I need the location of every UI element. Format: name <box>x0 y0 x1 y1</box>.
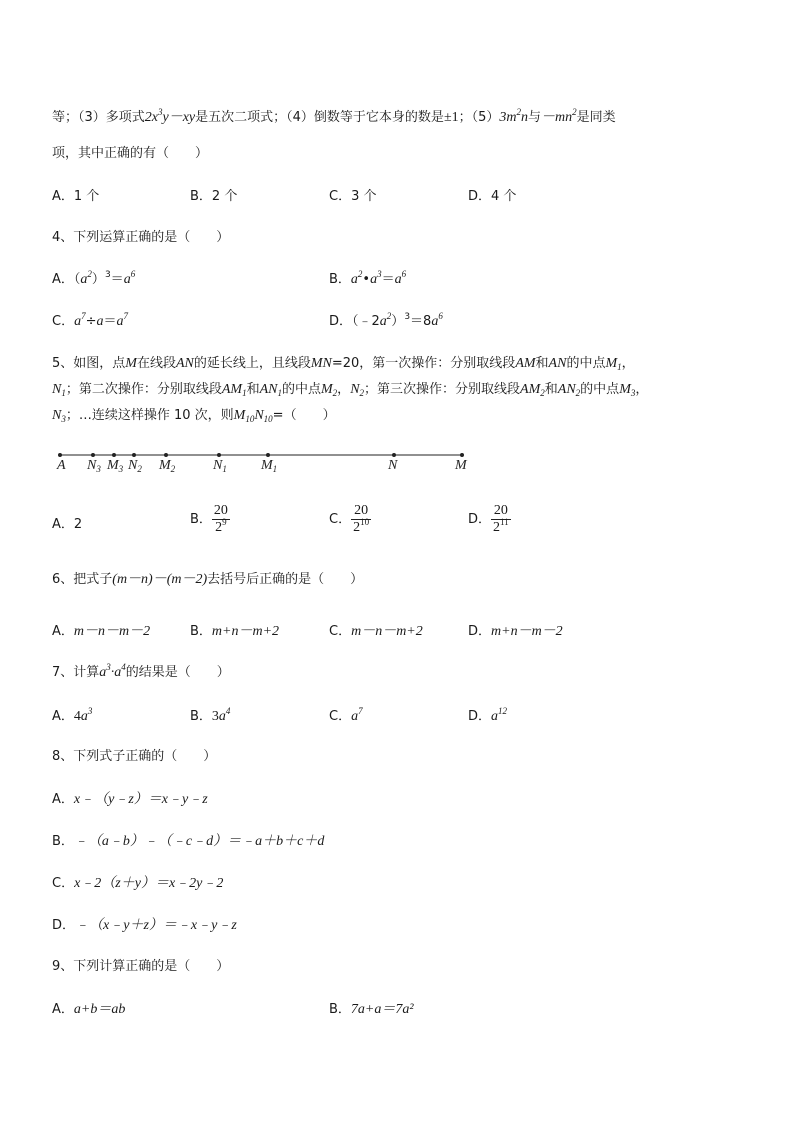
q9-option-b[interactable]: B．7a+a＝7a² <box>329 1002 414 1017</box>
q8-stem: 8、下列式子正确的（ ） <box>52 749 217 764</box>
q7-option-a[interactable]: A．$4a^3$ <box>52 706 93 724</box>
q6-stem: 6、把式子(m－n)－(m－2)去括号后正确的是（ ） <box>52 572 364 587</box>
q3-text-c: ；（5） <box>458 110 500 125</box>
q7-option-b[interactable]: B．$3a^4$ <box>190 706 231 724</box>
q3-text-b: 是五次二项式；（4）倒数等于它本身的数是 <box>195 110 444 125</box>
svg-text:A: A <box>57 458 66 473</box>
q3-option-a[interactable]: A．1 个 <box>52 189 100 204</box>
q5-line2: $N_1$；第二次操作：分别取线段$AM_1$和$AN_1$的中点$M_2$，$N_2$；第三次操作：分别取线段$AM_2$和$AN_2$的中点$M_3$， <box>52 382 649 398</box>
q8-option-a[interactable]: A．x﹣（y﹣z）＝x﹣y﹣z <box>52 792 208 807</box>
point-M1 <box>260 453 277 474</box>
svg-text:N2: $N_2$ <box>128 458 142 474</box>
q6-option-c[interactable]: C．m－n－m+2 <box>329 624 423 639</box>
q7-option-d[interactable]: D．$a^{12}$ <box>468 706 508 724</box>
q4-option-a[interactable]: A．$(a^2)^3=a^6$ <box>52 269 136 287</box>
q3-option-c[interactable]: C．3 个 <box>329 189 377 204</box>
q4-option-c[interactable]: C．$a^7\div a=a^7$ <box>52 311 128 329</box>
q4-option-b[interactable]: B．$a^2•a^3=a^6$ <box>329 269 407 287</box>
point-M <box>454 453 468 473</box>
q3-text-d: 与 <box>528 110 542 125</box>
point-N2 <box>127 453 142 474</box>
svg-text:M3: $M_3$ <box>107 458 124 474</box>
q3-option-b[interactable]: B．2 个 <box>190 189 238 204</box>
q5-option-a[interactable]: A．2 <box>52 517 83 532</box>
q3-line2: 项，其中正确的有（ ） <box>52 146 209 161</box>
q8-option-b[interactable]: B．﹣（a﹣b）﹣（﹣c﹣d）＝﹣a＋b＋c＋d <box>52 834 325 849</box>
svg-text:M1: $M_1$ <box>261 458 278 474</box>
svg-text:M2: $M_2$ <box>159 458 176 474</box>
q3-text-a: 等；（3）多项式 <box>52 110 145 125</box>
q6-option-b[interactable]: B．m+n－m+2 <box>190 624 280 639</box>
q3-option-d[interactable]: D．4 个 <box>468 189 517 204</box>
q5-line1: 5、如图，点M在线段AN的延长线上，且线段MN=20，第一次操作：分别取线段AM和AN的中点$M_1$， <box>52 356 635 372</box>
q5-option-d[interactable]: D． $\frac{20}{2^{11}}$ <box>468 503 509 535</box>
q5-option-b[interactable]: B． $\frac{20}{2^9}$ <box>190 503 228 535</box>
svg-text:N3: $N_3$ <box>87 458 101 474</box>
svg-text:N1: $N_1$ <box>213 458 227 474</box>
q3-line1 <box>52 106 616 126</box>
q4-option-d[interactable]: D．$(﹣2a^2)^3=8a^6$ <box>329 311 443 329</box>
q3-term2: $-mn^2$ <box>541 107 577 125</box>
q5-line3: $N_3$；…连续这样操作 10 次，则$M_{10}N_{10}=$（ ） <box>52 408 336 424</box>
q4-stem: 4、下列运算正确的是（ ） <box>52 230 230 245</box>
q7-option-c[interactable]: C．$a^7$ <box>329 706 363 724</box>
point-A <box>56 453 66 473</box>
q3-text-e: 是同类 <box>576 110 616 125</box>
point-M2 <box>158 453 176 474</box>
q8-option-c[interactable]: C．x﹣2（z＋y）＝x﹣2y﹣2 <box>52 876 224 891</box>
q5-option-c[interactable]: C． $\frac{20}{2^{10}}$ <box>329 503 370 535</box>
q3-term1: $3m^2n$ <box>499 107 529 125</box>
point-M3 <box>106 453 124 474</box>
q8-option-d[interactable]: D．﹣（x﹣y＋z）＝﹣x﹣y﹣z <box>52 918 237 933</box>
svg-text:N: N <box>388 458 398 473</box>
point-N3 <box>86 453 101 474</box>
q3-pm1: ±1 <box>443 110 459 125</box>
point-N1 <box>212 453 227 474</box>
q6-option-a[interactable]: A．m－n－m－2 <box>52 624 151 639</box>
point-N <box>387 453 398 473</box>
q6-option-d[interactable]: D．m+n－m－2 <box>468 624 563 639</box>
q9-option-a[interactable]: A．a+b＝ab <box>52 1002 126 1017</box>
q5-segment-diagram <box>0 445 794 485</box>
q9-stem: 9、下列计算正确的是（ ） <box>52 959 230 974</box>
q7-stem: 7、计算$a^3\cdot a^4$的结果是（ ） <box>52 662 230 680</box>
q3-polynomial: $2x^3y-xy$ <box>144 107 196 125</box>
svg-text:M: M <box>455 458 467 473</box>
